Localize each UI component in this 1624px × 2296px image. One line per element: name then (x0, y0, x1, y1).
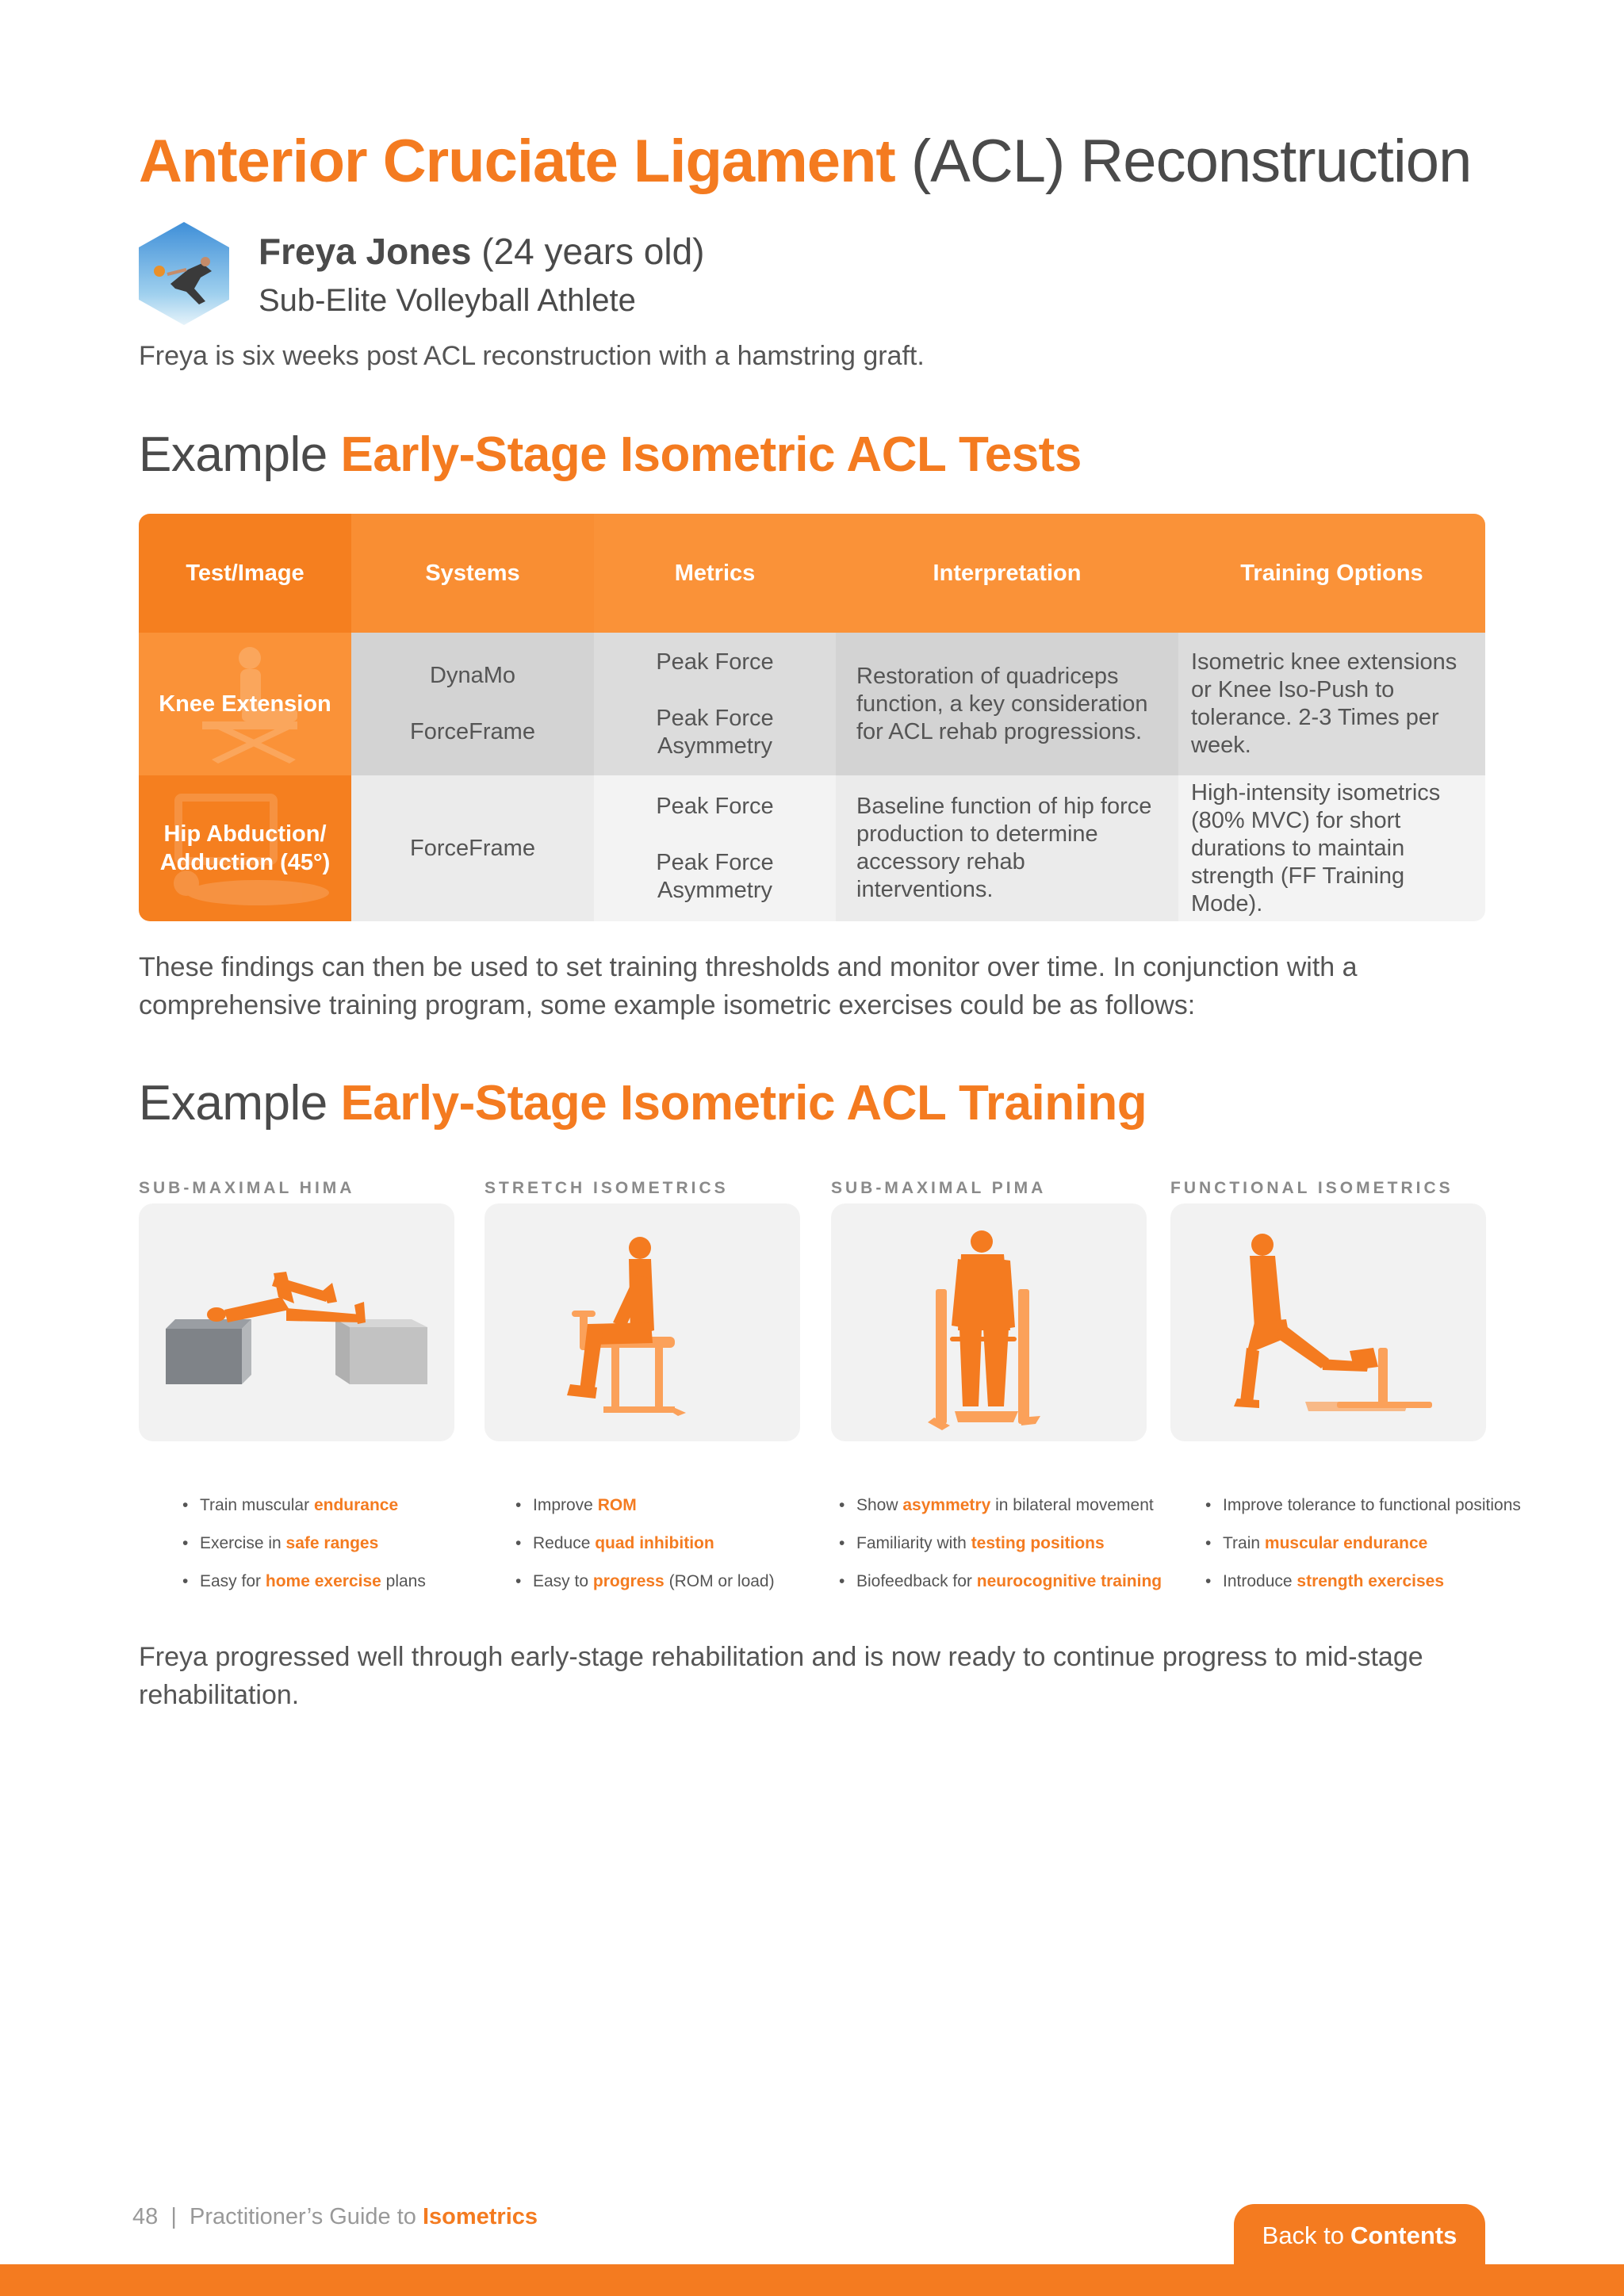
back-to-contents-button[interactable]: Back to Contents (1234, 2204, 1485, 2272)
list-item: • Improve tolerance to functional positions (1205, 1495, 1521, 1533)
exercise-benefits-list (839, 1495, 1162, 1609)
system-name: ForceFrame (410, 719, 535, 744)
exercise-card-hima (139, 1203, 454, 1441)
athlete-role: Sub-Elite Volleyball Athlete (259, 283, 636, 318)
table-header: Test/Image (139, 514, 351, 633)
list-item: • Improve ROM (515, 1495, 775, 1533)
list-item: • Easy for home exercise plans (182, 1571, 426, 1609)
exercise-category: SUB-MAXIMAL PIMA (831, 1179, 1047, 1197)
tests-heading (139, 427, 1082, 483)
bridge-exercise-icon (139, 1203, 454, 1441)
list-item: • Biofeedback for neurocognitive training (839, 1571, 1162, 1609)
athlete-name-text: Freya Jones (259, 231, 472, 272)
table-header: Interpretation (836, 514, 1178, 633)
findings-paragraph: These findings can then be used to set training thresholds and monitor over time. In conjunction with a comprehensive training program, some example isometric exercises could be as follows: (139, 952, 1358, 1020)
training-heading (139, 1075, 1147, 1131)
footer-guide-title: 48 | Practitioner’s Guide to Isometrics (132, 2204, 538, 2229)
standing-pull-exercise-icon (831, 1203, 1147, 1441)
page-number: 48 (132, 2204, 159, 2229)
page-title (139, 127, 1471, 196)
metric-name: Peak Force (656, 649, 774, 675)
list-item: • Exercise in safe ranges (182, 1533, 426, 1571)
exercise-card-functional (1170, 1203, 1486, 1441)
metric-name: Peak Force Asymmetry (656, 705, 774, 759)
table-cell-interpretation: Baseline function of hip force production to determine accessory rehab interventions. (836, 775, 1178, 921)
metric-name: Peak Force Asymmetry (656, 849, 774, 903)
table-cell-systems (351, 633, 594, 775)
exercise-card-stretch (485, 1203, 800, 1441)
athlete-name (259, 230, 705, 273)
table-header: Metrics (594, 514, 836, 633)
row-test-hip-abduction: Hip Abduction/ Adduction (45°) (159, 821, 331, 875)
title-rest: (ACL) Reconstruction (894, 128, 1472, 195)
table-header: Systems (351, 514, 594, 633)
table-row-label (139, 775, 351, 921)
table-cell-systems (351, 775, 594, 921)
list-item: • Show asymmetry in bilateral movement (839, 1495, 1162, 1533)
list-item: • Familiarity with testing positions (839, 1533, 1162, 1571)
athlete-age: (24 years old) (471, 231, 705, 272)
progress-paragraph: Freya progressed well through early-stage rehabilitation and is now ready to continue progress to mid-stage rehabilitation. (139, 1642, 1423, 1710)
tests-table (139, 514, 1485, 921)
title-highlight: Anterior Cruciate Ligament (139, 128, 895, 195)
list-item: • Reduce quad inhibition (515, 1533, 775, 1571)
table-header: Training Options (1178, 514, 1485, 633)
athlete-avatar (139, 222, 229, 325)
system-name: ForceFrame (410, 835, 535, 861)
training-heading-highlight: Early-Stage Isometric ACL Training (340, 1076, 1147, 1131)
footer-bar (0, 2264, 1624, 2296)
athlete-intro: Freya is six weeks post ACL reconstruction with a hamstring graft. (139, 341, 925, 371)
split-squat-exercise-icon (1170, 1203, 1486, 1441)
exercise-category: SUB-MAXIMAL HIMA (139, 1179, 355, 1197)
exercise-benefits-list (182, 1495, 426, 1609)
table-cell-metrics (594, 775, 836, 921)
training-heading-prefix: Example (139, 1076, 341, 1131)
system-name: DynaMo (430, 663, 515, 688)
list-item: • Easy to progress (ROM or load) (515, 1571, 775, 1609)
list-item: • Train muscular endurance (1205, 1533, 1521, 1571)
table-cell-metrics (594, 633, 836, 775)
row-test-knee-extension: Knee Extension (159, 691, 331, 717)
metric-name: Peak Force (656, 793, 774, 819)
exercise-category: FUNCTIONAL ISOMETRICS (1170, 1179, 1454, 1197)
seated-knee-exercise-icon (485, 1203, 800, 1441)
table-row-label (139, 633, 351, 775)
table-cell-interpretation: Restoration of quadriceps function, a key consideration for ACL rehab progressions. (836, 633, 1178, 775)
table-cell-training: Isometric knee extensions or Knee Iso-Push to tolerance. 2-3 Times per week. (1178, 633, 1485, 775)
tests-heading-highlight: Early-Stage Isometric ACL Tests (340, 427, 1082, 482)
table-cell-training: High-intensity isometrics (80% MVC) for short durations to maintain strength (FF Training Mode). (1178, 775, 1485, 921)
exercise-card-pima (831, 1203, 1147, 1441)
list-item: • Train muscular endurance (182, 1495, 426, 1533)
exercise-benefits-list (515, 1495, 775, 1609)
exercise-benefits-list (1205, 1495, 1521, 1609)
list-item: • Introduce strength exercises (1205, 1571, 1521, 1609)
exercise-category: STRETCH ISOMETRICS (485, 1179, 729, 1197)
tests-heading-prefix: Example (139, 427, 341, 482)
